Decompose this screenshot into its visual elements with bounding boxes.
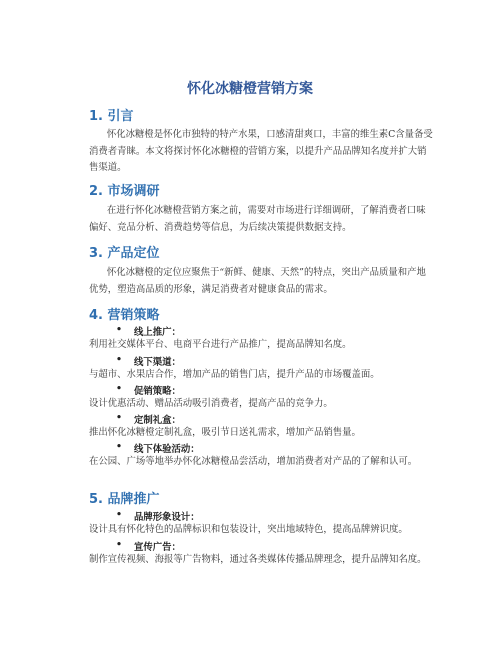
bullet-description: 推出怀化冰糖橙定制礼盒，吸引节日送礼需求，增加产品销售量。: [89, 427, 361, 438]
section-paragraph-positioning: 怀化冰糖橙的定位应聚焦于“新鲜、健康、天然”的特点，突出产品质量和产地优势，塑造高品质的形象，满足消费者对健康食品的需求。: [89, 267, 426, 295]
bullet-description: 在公园、广场等地举办怀化冰糖橙品尝活动，增加消费者对产品的了解和认可。: [89, 456, 418, 467]
bullet-label: 促销策略：: [134, 386, 181, 397]
bullet-icon: •: [116, 509, 122, 520]
bullet-label: 品牌形象设计：: [134, 512, 200, 523]
section-paragraph-intro: 怀化冰糖橙是怀化市独特的特产水果，口感清甜爽口，丰富的维生素C含量备受消费者青睐。本文将探讨怀化冰糖橙的营销方案，以提升产品品牌知名度并扩大销售渠道。: [89, 129, 433, 173]
bullet-label: 线上推广：: [134, 327, 181, 338]
section-paragraph-research: 在进行怀化冰糖橙营销方案之前，需要对市场进行详细调研，了解消费者口味偏好、竞品分析、消费趋势等信息，为后续决策提供数据支持。: [89, 205, 426, 233]
bullet-icon: •: [116, 412, 122, 423]
bullet-label: 宣传广告：: [134, 542, 181, 553]
bullet-label: 线下渠道：: [134, 357, 181, 368]
bullet-icon: •: [116, 354, 122, 365]
bullet-description: 制作宣传视频、海报等广告物料，通过各类媒体传播品牌理念，提升品牌知名度。: [89, 554, 427, 565]
bullet-icon: •: [116, 441, 122, 452]
section-heading-branding: 5. 品牌推广: [89, 492, 160, 507]
bullet-description: 利用社交媒体平台、电商平台进行产品推广，提高品牌知名度。: [89, 339, 352, 350]
section-heading-strategy: 4. 营销策略: [89, 308, 160, 323]
bullet-description: 设计优惠活动、赠品活动吸引消费者，提高产品的竞争力。: [89, 398, 333, 409]
bullet-description: 与超市、水果店合作，增加产品的销售门店，提升产品的市场覆盖面。: [89, 369, 380, 380]
bullet-label: 线下体验活动：: [134, 444, 200, 455]
bullet-description: 设计具有怀化特色的品牌标识和包装设计，突出地域特色，提高品牌辨识度。: [89, 524, 408, 535]
bullet-icon: •: [116, 324, 122, 335]
section-heading-intro: 1. 引言: [89, 109, 134, 124]
bullet-label: 定制礼盒：: [134, 415, 181, 426]
section-heading-research: 2. 市场调研: [89, 184, 160, 199]
bullet-icon: •: [116, 539, 122, 550]
bullet-icon: •: [116, 383, 122, 394]
document-title: 怀化冰糖橙营销方案: [187, 81, 313, 97]
section-heading-positioning: 3. 产品定位: [89, 246, 160, 261]
